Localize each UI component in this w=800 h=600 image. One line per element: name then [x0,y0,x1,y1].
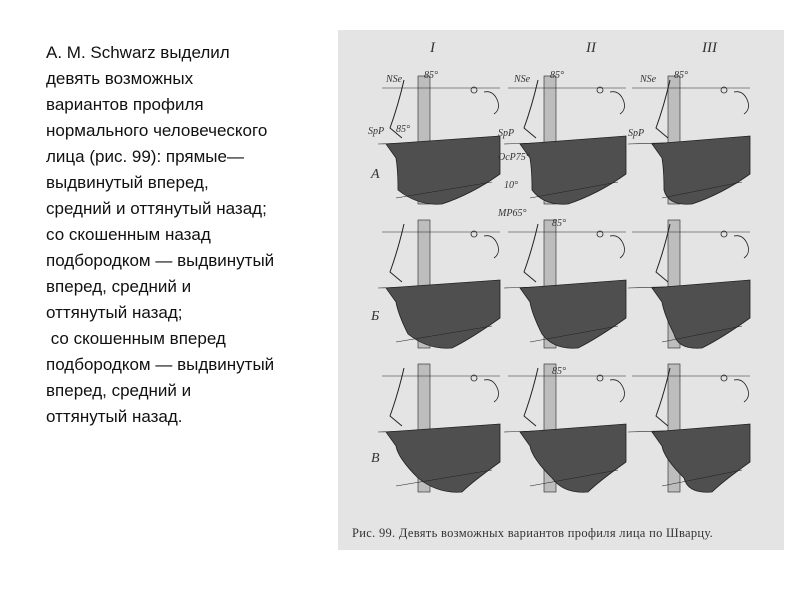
text-line: девять возможных [46,69,194,88]
ocp-label: OcP75° [498,152,530,163]
text-line: средний и оттянутый назад; [46,199,267,218]
angle-label-bottom: 85° [552,366,566,377]
angle-label-2: 85° [550,70,564,81]
nse-label-3: NSe [640,74,657,85]
schwarz-profile-figure [338,30,784,550]
text-line: подбородком — выдвинутый [46,355,275,374]
slide-text [46,40,346,430]
figure-caption: Рис. 99. Девять возможных вариантов профиля лица по Шварцу. [352,526,714,540]
column-label-2: II [586,40,596,56]
text-line: оттянутый назад. [46,407,183,426]
text-line: А. М. Schwarz выделил [46,43,230,62]
spp-label-3: SpP [628,128,645,139]
text-line: оттянутый назад; [46,303,183,322]
reference-band [668,364,680,492]
row-label-b: Б [371,309,380,324]
text-line: вперед, средний и [46,277,192,296]
text-line: вариантов профиля [46,95,204,114]
text-line: вперед, средний и [46,381,192,400]
nse-label-2: NSe [514,74,531,85]
ten-degree-label: 10° [504,180,518,191]
angle-label-3: 85° [674,70,688,81]
text-line: подбородком — выдвинутый [46,251,275,270]
column-label-3: III [702,40,717,56]
spp-angle-1: 85° [396,124,410,135]
text-line: со скошенным вперед [46,329,226,348]
text-line: выдвинутый вперед, [46,173,209,192]
mp-label: MP65° [498,208,527,219]
text-line: нормального человеческого [46,121,268,140]
spp-label-2: SpP [498,128,515,139]
figure-drawing [338,30,784,550]
row-label-a: А [371,167,380,182]
text-line: лица (рис. 99): прямые— [46,147,244,166]
spp-label-1: SpP [368,126,385,137]
angle-label-1: 85° [424,70,438,81]
nse-label-1: NSe [386,74,403,85]
column-label-1: I [430,40,435,56]
text-line: со скошенным назад [46,225,211,244]
row-label-v: В [371,451,380,466]
angle-label-mid: 85° [552,218,566,229]
